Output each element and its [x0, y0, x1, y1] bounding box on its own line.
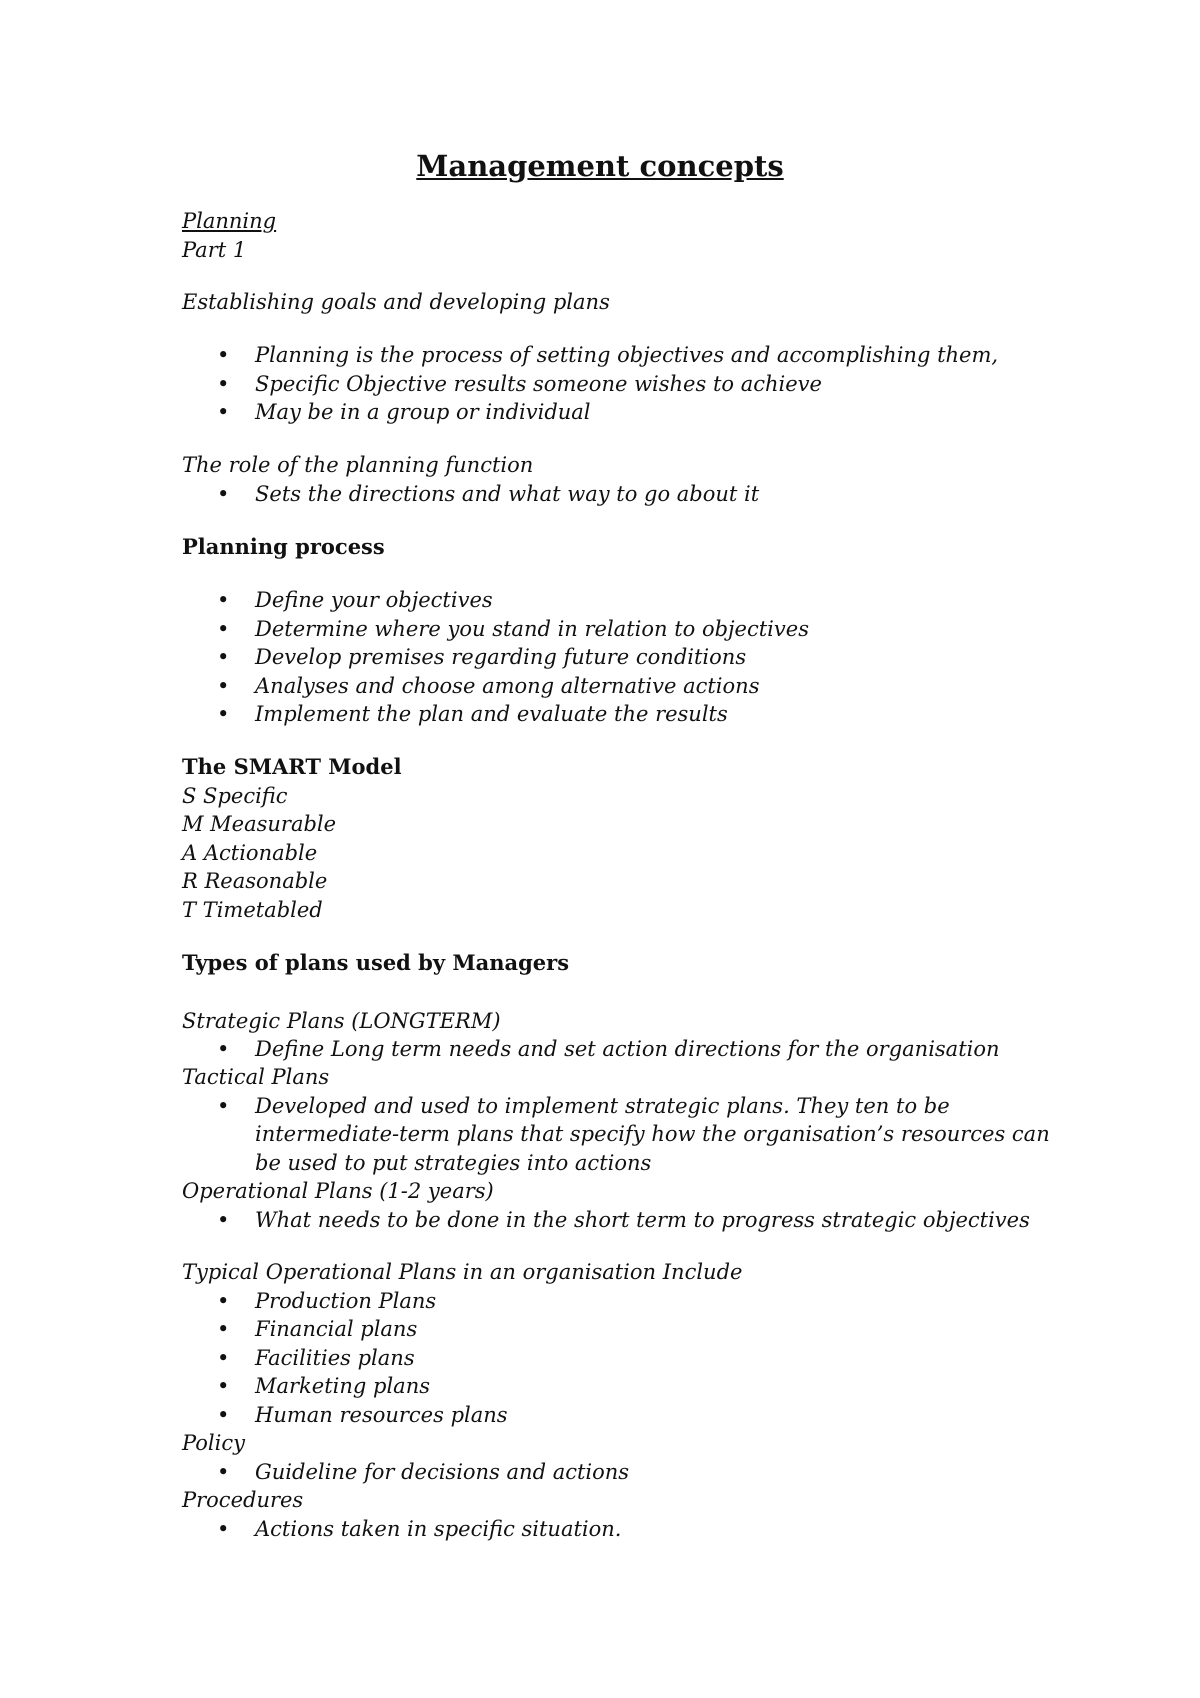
operational-plans-label: Operational Plans (1-2 years)	[182, 1179, 494, 1203]
list-item: Implement the plan and evaluate the results	[255, 702, 728, 726]
list-item: Facilities plans	[255, 1346, 415, 1370]
bullet-marker: •	[217, 482, 230, 506]
list-item: Define Long term needs and set action directions for the organisation	[255, 1037, 1000, 1061]
heading-planning-process: Planning process	[182, 534, 385, 559]
bullet-marker: •	[217, 1517, 230, 1541]
bullet-marker: •	[217, 1346, 230, 1370]
list-item-line: be used to put strategies into actions	[255, 1151, 652, 1175]
tactical-plans-label: Tactical Plans	[182, 1065, 330, 1089]
bullet-marker: •	[217, 588, 230, 612]
list-item: Human resources plans	[255, 1403, 508, 1427]
list-item: Sets the directions and what way to go about it	[255, 482, 760, 506]
bullet-marker: •	[217, 343, 230, 367]
heading-smart-model: The SMART Model	[182, 754, 402, 779]
smart-item: R Reasonable	[182, 869, 328, 893]
heading-types-of-plans: Types of plans used by Managers	[182, 950, 570, 975]
list-item: Guideline for decisions and actions	[255, 1460, 630, 1484]
smart-item: T Timetabled	[182, 898, 323, 922]
list-item: Define your objectives	[255, 588, 493, 612]
policy-label: Policy	[182, 1431, 245, 1455]
bullet-marker: •	[217, 617, 230, 641]
list-item: Determine where you stand in relation to objectives	[255, 617, 809, 641]
bullet-marker: •	[217, 1374, 230, 1398]
bullet-marker: •	[217, 674, 230, 698]
part-label: Part 1	[182, 238, 247, 262]
strategic-plans-label: Strategic Plans (LONGTERM)	[182, 1009, 501, 1033]
bullet-marker: •	[217, 645, 230, 669]
bullet-marker: •	[217, 702, 230, 726]
list-item-line: intermediate-term plans that specify how the organisation’s resources can	[255, 1122, 1050, 1146]
list-item: Analyses and choose among alternative actions	[255, 674, 760, 698]
bullet-marker: •	[217, 372, 230, 396]
list-item: What needs to be done in the short term to progress strategic objectives	[255, 1208, 1030, 1232]
list-item: Specific Objective results someone wishes to achieve	[255, 372, 822, 396]
section-planning: Planning	[182, 209, 277, 233]
page-title: Management concepts	[416, 149, 784, 183]
bullet-marker: •	[217, 1403, 230, 1427]
bullet-marker: •	[217, 400, 230, 424]
list-item: May be in a group or individual	[255, 400, 591, 424]
bullet-marker: •	[217, 1094, 230, 1118]
procedures-label: Procedures	[182, 1488, 304, 1512]
bullet-marker: •	[217, 1460, 230, 1484]
bullet-marker: •	[217, 1289, 230, 1313]
list-item: Financial plans	[255, 1317, 418, 1341]
list-item: Planning is the process of setting objectives and accomplishing them,	[255, 343, 999, 367]
bullet-marker: •	[217, 1037, 230, 1061]
list-item: Production Plans	[255, 1289, 437, 1313]
bullet-marker: •	[217, 1208, 230, 1232]
smart-item: S Specific	[182, 784, 288, 808]
list-item-line: Developed and used to implement strategic plans. They ten to be	[255, 1094, 950, 1118]
list-item: Marketing plans	[255, 1374, 430, 1398]
smart-item: M Measurable	[182, 812, 337, 836]
smart-item: A Actionable	[182, 841, 318, 865]
subheading-goals: Establishing goals and developing plans	[182, 290, 610, 314]
bullet-marker: •	[217, 1317, 230, 1341]
typical-plans-heading: Typical Operational Plans in an organisation Include	[182, 1260, 743, 1284]
list-item: Actions taken in specific situation.	[255, 1517, 622, 1541]
role-heading: The role of the planning function	[182, 453, 534, 477]
list-item: Develop premises regarding future conditions	[255, 645, 747, 669]
